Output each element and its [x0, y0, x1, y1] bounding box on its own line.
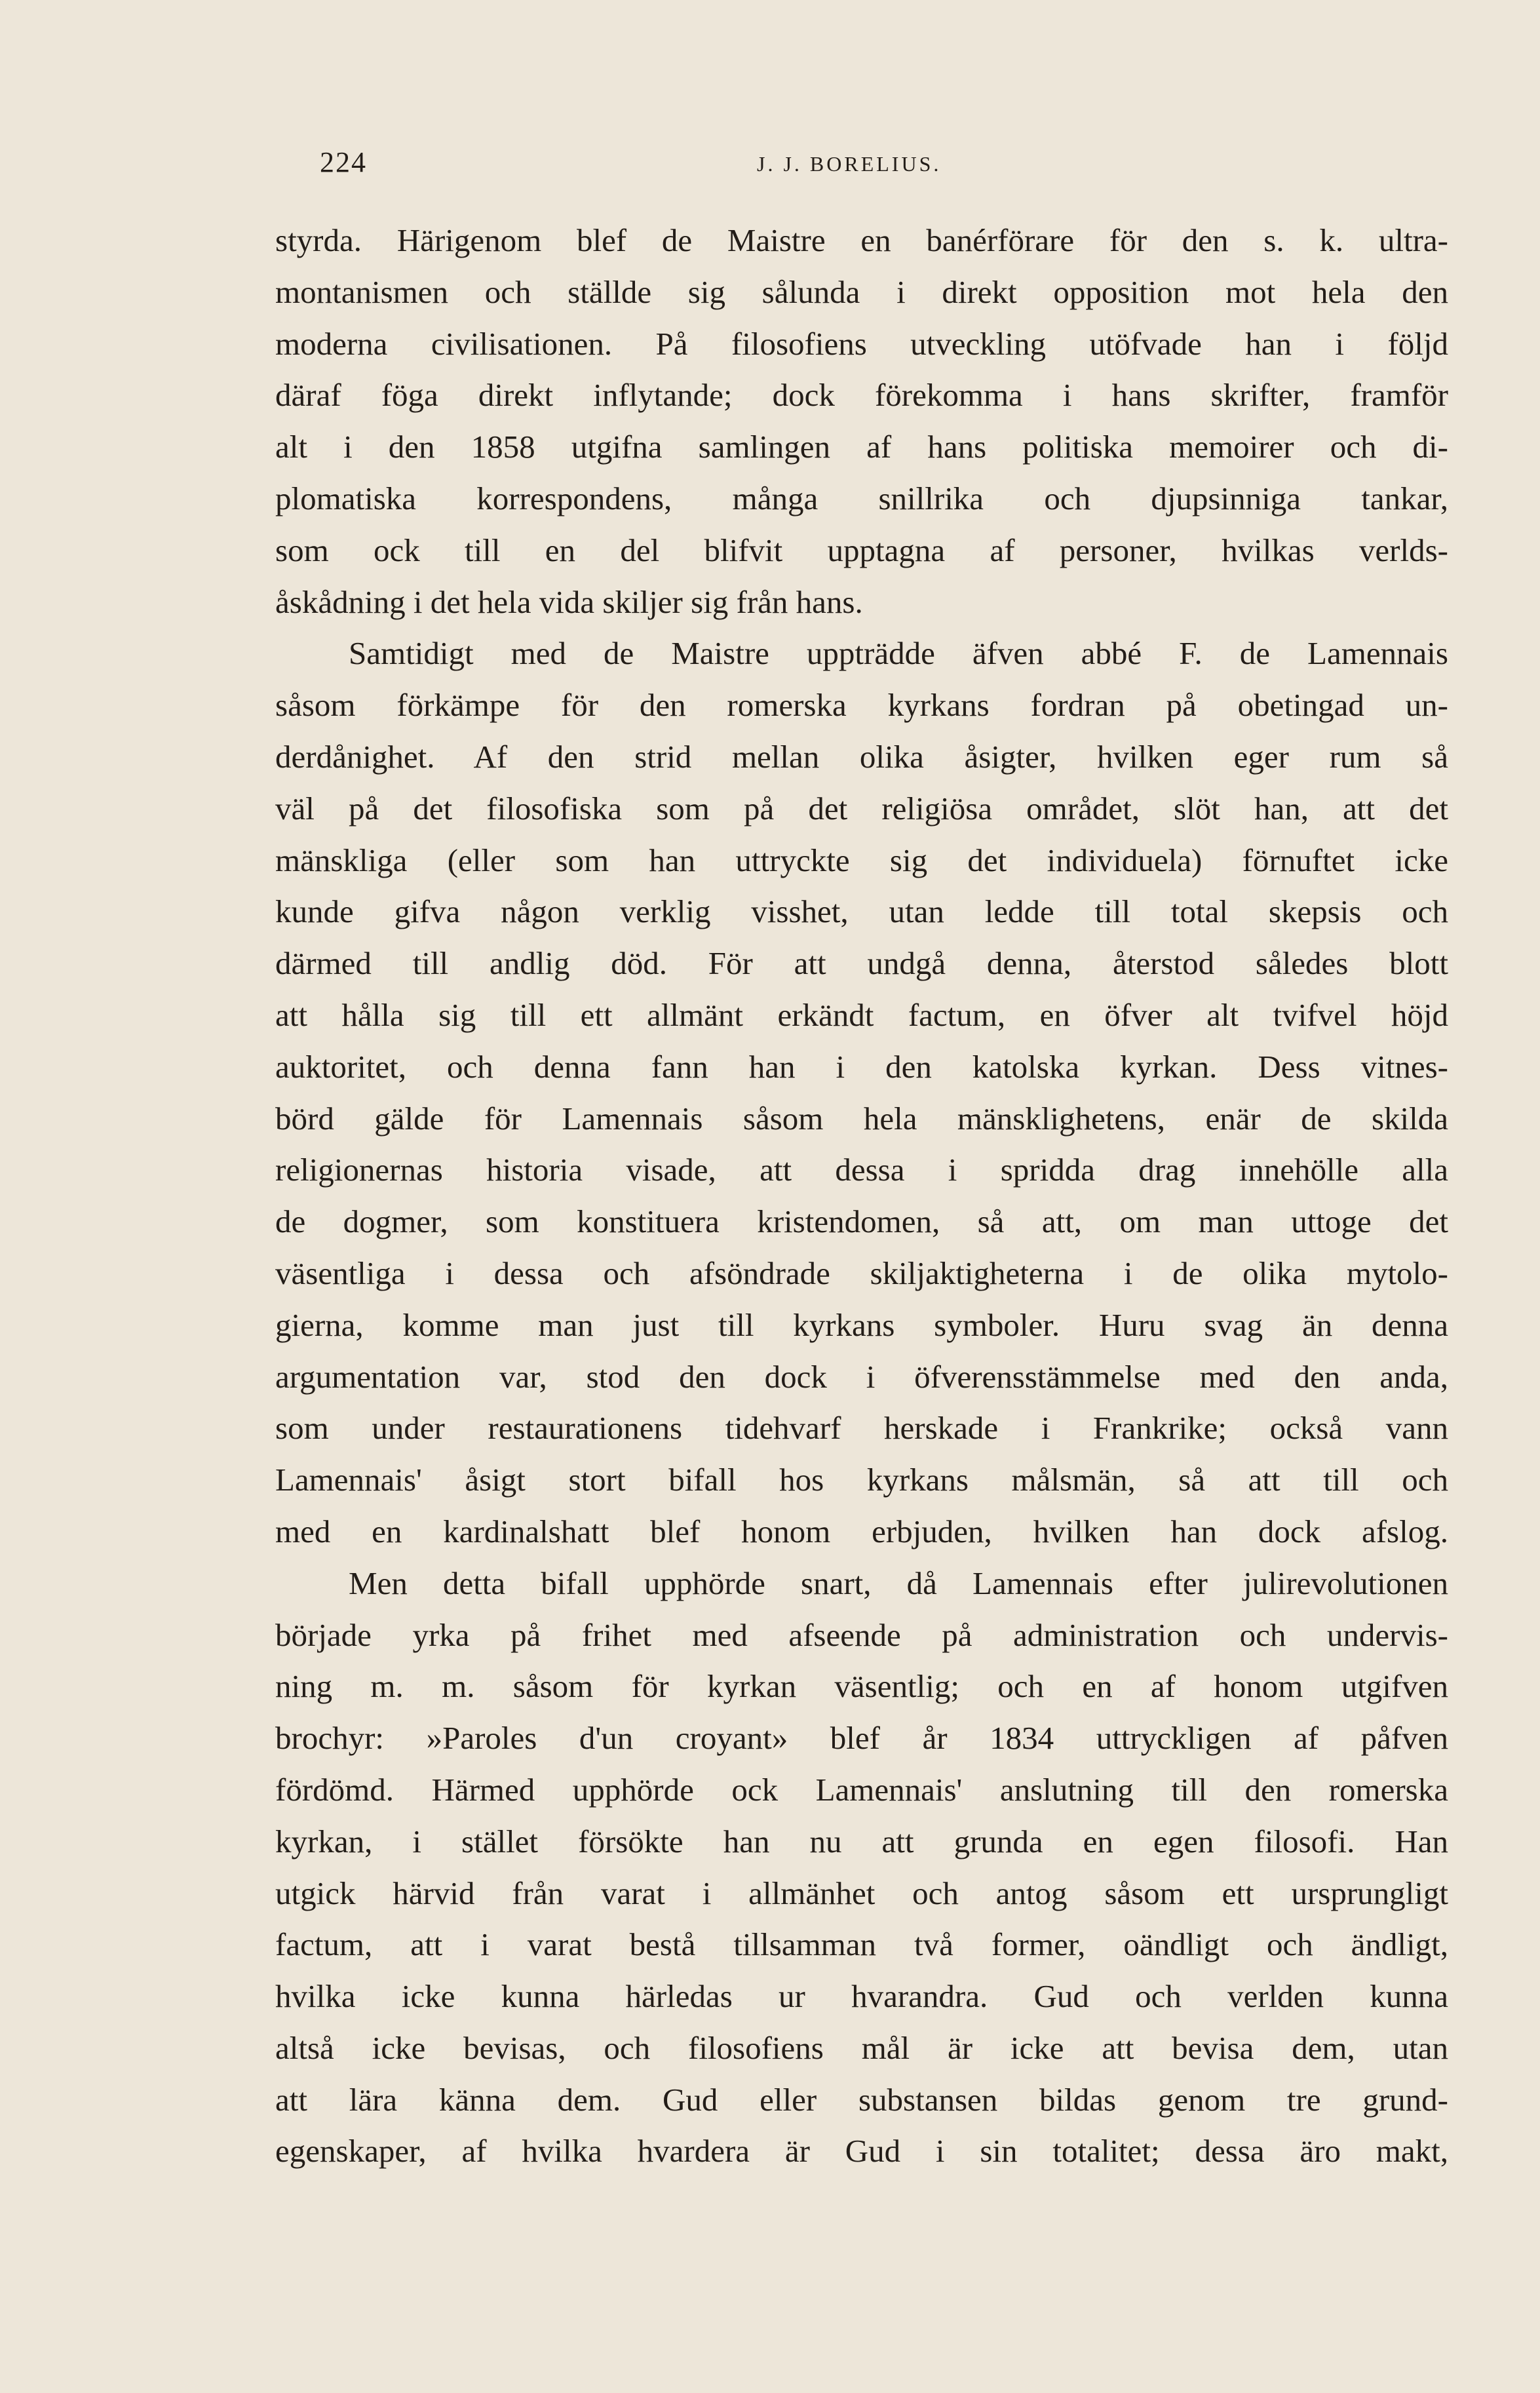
paragraph-start-line: Samtidigt med de Maistre uppträdde äfven abbé F. de Lamennais — [349, 635, 1448, 672]
text-line: kyrkan, i stället försökte han nu att grunda en egen filosofi. Han — [275, 1823, 1448, 1859]
text-line: factum, att i varat bestå tillsamman två former, oändligt och ändligt, — [275, 1926, 1448, 1963]
text-line: Lamennais' åsigt stort bifall hos kyrkans målsmän, så att till och — [275, 1462, 1448, 1498]
paragraph-start-line: Men detta bifall upphörde snart, då Lamennais efter julirevolutionen — [349, 1565, 1448, 1601]
text-line: börd gälde för Lamennais såsom hela mänsklighetens, enär de skilda — [275, 1100, 1448, 1137]
running-head: J. J. BORELIUS. — [757, 152, 942, 176]
text-line: hvilka icke kunna härledas ur hvarandra. Gud och verlden kunna — [275, 1978, 1448, 2015]
text-line: auktoritet, och denna fann han i den katolska kyrkan. Dess vitnes- — [275, 1048, 1448, 1085]
text-line: att hålla sig till ett allmänt erkändt factum, en öfver alt tvifvel höjd — [275, 996, 1448, 1033]
text-line: som under restaurationens tidehvarf herskade i Frankrike; också vann — [275, 1410, 1448, 1447]
text-line: derdånighet. Af den strid mellan olika åsigter, hvilken eger rum så — [275, 738, 1448, 775]
text-line: mänskliga (eller som han uttryckte sig det individuela) förnuftet icke — [275, 842, 1448, 878]
text-line: alt i den 1858 utgifna samlingen af hans politiska memoirer och di- — [275, 429, 1448, 465]
text-line: med en kardinalshatt blef honom erbjuden, hvilken han dock afslog. — [275, 1513, 1448, 1549]
text-line: religionernas historia visade, att dessa i spridda drag innehölle alla — [275, 1152, 1448, 1188]
text-line: däraf föga direkt inflytande; dock förekomma i hans skrifter, framför — [275, 377, 1448, 414]
text-line: ning m. m. såsom för kyrkan väsentlig; och en af honom utgifven — [275, 1668, 1448, 1705]
text-line: moderna civilisationen. På filosofiens utveckling utöfvade han i följd — [275, 325, 1448, 362]
paragraph-end-line: åskådning i det hela vida skiljer sig från hans. — [275, 583, 863, 620]
text-line: började yrka på frihet med afseende på administration och undervis- — [275, 1616, 1448, 1653]
text-line: fördömd. Härmed upphörde ock Lamennais' anslutning till den romerska — [275, 1771, 1448, 1808]
text-line: de dogmer, som konstituera kristendomen, så att, om man uttoge det — [275, 1203, 1448, 1240]
body-text — [275, 215, 1448, 2177]
text-line: altså icke bevisas, och filosofiens mål är icke att bevisa dem, utan — [275, 2029, 1448, 2066]
text-line: gierna, komme man just till kyrkans symboler. Huru svag än denna — [275, 1306, 1448, 1343]
page-header — [315, 146, 1448, 185]
text-line: plomatiska korrespondens, många snillrika och djupsinniga tankar, — [275, 480, 1448, 516]
text-line: att lära känna dem. Gud eller substansen bildas genom tre grund- — [275, 2081, 1448, 2118]
page-number: 224 — [320, 146, 367, 178]
text-line: kunde gifva någon verklig visshet, utan ledde till total skepsis och — [275, 893, 1448, 930]
text-line: därmed till andlig död. För att undgå denna, återstod således blott — [275, 945, 1448, 982]
text-line: egenskaper, af hvilka hvardera är Gud i sin totalitet; dessa äro makt, — [275, 2133, 1448, 2169]
text-line: som ock till en del blifvit upptagna af personer, hvilkas verlds- — [275, 532, 1448, 568]
text-line: väsentliga i dessa och afsöndrade skiljaktigheterna i de olika mytolo- — [275, 1255, 1448, 1291]
text-line: såsom förkämpe för den romerska kyrkans fordran på obetingad un- — [275, 687, 1448, 724]
text-line: montanismen och ställde sig sålunda i direkt opposition mot hela den — [275, 273, 1448, 310]
text-line: utgick härvid från varat i allmänhet och antog såsom ett ursprungligt — [275, 1875, 1448, 1911]
text-line: brochyr: »Paroles d'un croyant» blef år 1834 uttryckligen af påfven — [275, 1720, 1448, 1757]
text-line: styrda. Härigenom blef de Maistre en banérförare för den s. k. ultra- — [275, 222, 1448, 258]
text-line: väl på det filosofiska som på det religiösa området, slöt han, att det — [275, 790, 1448, 827]
text-line: argumentation var, stod den dock i öfverensstämmelse med den anda, — [275, 1358, 1448, 1395]
